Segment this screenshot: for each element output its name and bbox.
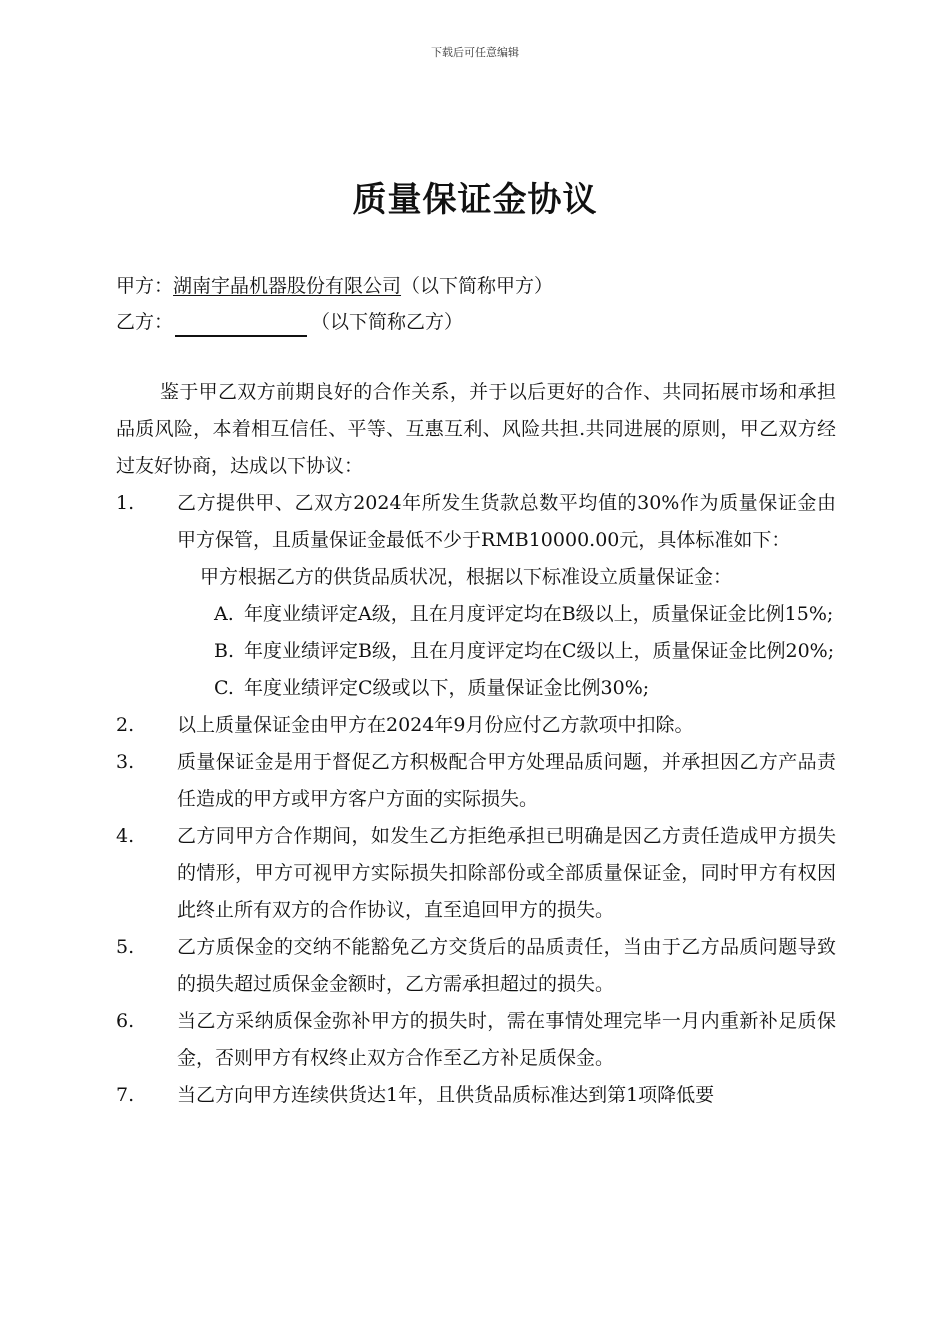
clause-item-1 (116, 485, 836, 559)
clause-item-5 (116, 929, 836, 1003)
standard-label: C. (214, 677, 234, 699)
clause-text: 质量保证金是用于督促乙方积极配合甲方处理品质问题，并承担因乙方产品责任造成的甲方或甲方客户方面的实际损失。 (177, 751, 836, 810)
standard-label: A. (214, 603, 234, 625)
standard-item-a (116, 596, 836, 633)
clause-item-4 (116, 818, 836, 929)
clause-text: 乙方提供甲、乙双方2024年所发生货款总数平均值的30%作为质量保证金由甲方保管，且质量保证金最低不少于RMB10000.00元，具体标准如下： (177, 492, 836, 551)
party-a-suffix: （以下简称甲方） (401, 275, 554, 297)
party-a-line (116, 271, 553, 301)
intro-paragraph: 鉴于甲乙双方前期良好的合作关系，并于以后更好的合作、共同拓展市场和承担品质风险，本着相互信任、平等、互惠互利、风险共担.共同进展的原则，甲乙双方经过友好协商，达成以下协议： (116, 381, 836, 477)
party-b-label: 乙方： (116, 311, 174, 333)
standard-note: 甲方根据乙方的供货品质状况，根据以下标准设立质量保证金： (200, 566, 733, 588)
clause-number: 4. (116, 825, 135, 847)
clause-number: 1. (116, 492, 135, 514)
document-title: 质量保证金协议 (352, 180, 598, 220)
clause-number: 2. (116, 714, 135, 736)
clause-number: 7. (116, 1084, 135, 1106)
party-a-company-name: 湖南宇晶机器股份有限公司 (173, 275, 402, 297)
standard-text: 年度业绩评定B级，且在月度评定均在C级以上，质量保证金比例20%; (244, 640, 835, 662)
clause-number: 6. (116, 1010, 135, 1032)
standard-text: 年度业绩评定A级，且在月度评定均在B级以上，质量保证金比例15%; (244, 603, 834, 625)
party-b-suffix: （以下简称乙方） (311, 311, 464, 333)
clause-list (116, 485, 836, 1114)
party-a-label: 甲方： (116, 275, 174, 297)
page-header-note: 下载后可任意编辑 (431, 46, 519, 59)
party-b-blank-line (175, 313, 307, 337)
clause-text: 乙方质保金的交纳不能豁免乙方交货后的品质责任，当由于乙方品质问题导致的损失超过质保金金额时，乙方需承担超过的损失。 (177, 936, 836, 995)
clause-item-6 (116, 1003, 836, 1077)
clause-item-2 (116, 707, 836, 744)
clause-number: 5. (116, 936, 135, 958)
standard-text: 年度业绩评定C级或以下，质量保证金比例30%; (244, 677, 650, 699)
clause-text: 乙方同甲方合作期间，如发生乙方拒绝承担已明确是因乙方责任造成甲方损失的情形，甲方可视甲方实际损失扣除部份或全部质量保证金，同时甲方有权因此终止所有双方的合作协议，直至追回甲方的损失。 (177, 825, 836, 921)
party-b-line (116, 307, 463, 337)
clause-text: 以上质量保证金由甲方在2024年9月份应付乙方款项中扣除。 (177, 714, 694, 736)
clause-number: 3. (116, 751, 135, 773)
standard-item-c (116, 670, 836, 707)
standard-item-b (116, 633, 836, 670)
clause-text: 当乙方采纳质保金弥补甲方的损失时，需在事情处理完毕一月内重新补足质保金，否则甲方有权终止双方合作至乙方补足质保金。 (177, 1010, 836, 1069)
clause-text: 当乙方向甲方连续供货达1年，且供货品质标准达到第1项降低要 (177, 1084, 715, 1106)
clause-item-3 (116, 744, 836, 818)
standard-label: B. (214, 640, 235, 662)
clause-item-7 (116, 1077, 836, 1114)
